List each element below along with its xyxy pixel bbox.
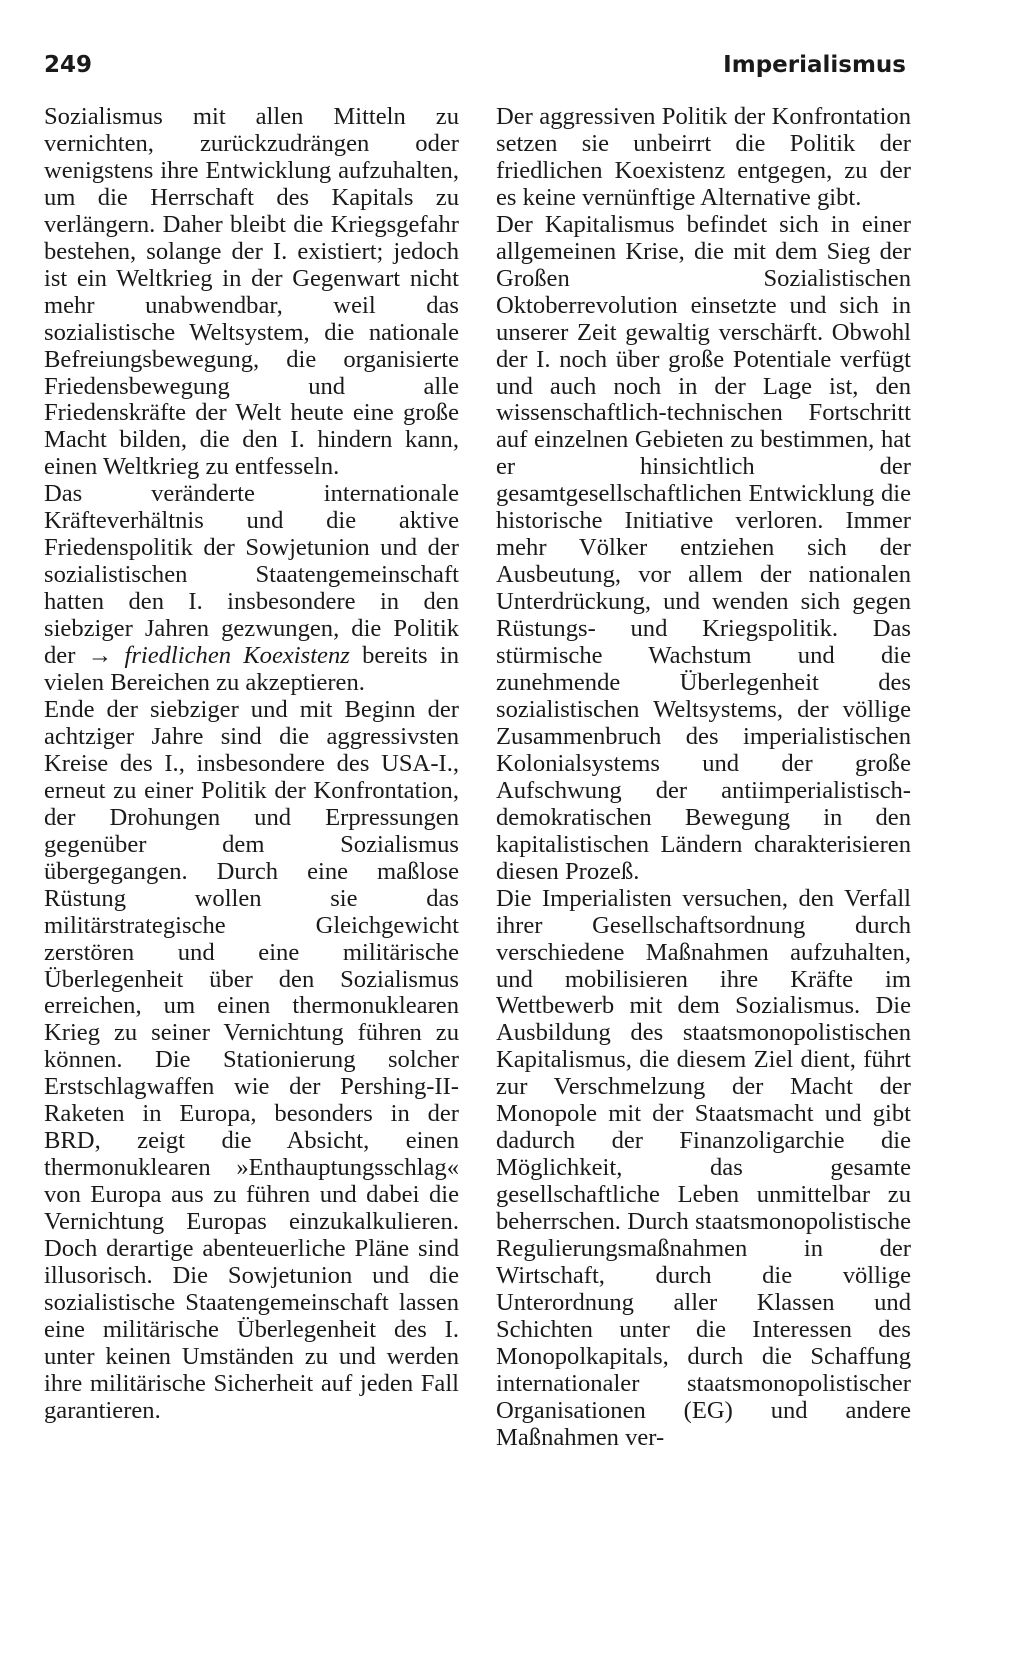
cross-reference-friedliche-koexistenz: friedlichen Koexistenz xyxy=(124,642,350,670)
left-paragraph-2 xyxy=(44,481,459,697)
running-head: Imperialismus xyxy=(723,52,906,78)
left-column xyxy=(44,104,459,1425)
left-paragraph-3: Ende der siebziger und mit Beginn der achtziger Jahre sind die aggressivsten Kreise des I., insbesondere des USA-I., erneut zu einer Politik der Konfrontation, der Drohungen und Erpressungen gegenüber dem Sozialismus übergegangen. Durch eine maßlose Rüstung wollen sie das militärstrategische Gleichgewicht zerstören und eine militärische Überlegenheit über den Sozialismus erreichen, um einen thermonuklearen Krieg zu seiner Vernichtung führen zu können. Die Stationierung solcher Erstschlagwaffen wie der Pershing-II-Raketen in Europa, besonders in der BRD, zeigt die Absicht, einen thermonuklearen »Enthauptungsschlag« von Europa aus zu führen und dabei die Vernichtung Europas einzukalkulieren. Doch derartige abenteuerliche Pläne sind illusorisch. Die Sowjetunion und die sozialistische Staatengemeinschaft lassen eine militärische Überlegenheit des I. unter keinen Umständen zu und werden ihre militärische Sicherheit auf jeden Fall garantieren. xyxy=(44,695,459,1424)
page-number: 249 xyxy=(44,52,93,78)
left-paragraph-2-text-b: bereits in vielen Bereichen zu akzeptieren. xyxy=(44,642,459,697)
right-paragraph-1: Der aggressiven Politik der Konfrontation setzen sie unbeirrt die Politik der friedlichen Koexistenz entgegen, zu der es keine vernünftige Alternative gibt. xyxy=(496,103,911,211)
left-paragraph-2-text-a: Das veränderte internationale Kräfteverhältnis und die aktive Friedenspolitik der Sowjetunion und der sozialistischen Staatengemeinschaft hatten den I. insbesondere in den siebziger Jahren gezwungen, die Politik der → xyxy=(44,480,459,670)
right-column xyxy=(496,104,911,1452)
right-paragraph-3: Die Imperialisten versuchen, den Verfall ihrer Gesellschaftsordnung durch verschiedene Maßnahmen aufzuhalten, und mobilisieren ihre Kräfte im Wettbewerb mit dem Sozialismus. Die Ausbildung des staatsmonopolistischen Kapitalismus, die diesem Ziel dient, führt zur Verschmelzung der Macht der Monopole mit der Staatsmacht und gibt dadurch der Finanzoligarchie die Möglichkeit, das gesamte gesellschaftliche Leben unmittelbar zu beherrschen. Durch staatsmonopolistische Regulierungsmaßnahmen in der Wirtschaft, durch die völlige Unterordnung aller Klassen und Schichten unter die Interessen des Monopolkapitals, durch die Schaffung internationaler staatsmonopolistischer Organisationen (EG) und andere Maßnahmen ver- xyxy=(496,884,911,1451)
page-header xyxy=(44,52,906,86)
left-paragraph-1: Sozialismus mit allen Mitteln zu vernichten, zurückzudrängen oder wenigstens ihre Entwicklung aufzuhalten, um die Herrschaft des Kapitals zu verlängern. Daher bleibt die Kriegsgefahr bestehen, solange der I. existiert; jedoch ist ein Weltkrieg in der Gegenwart nicht mehr unabwendbar, weil das sozialistische Weltsystem, die nationale Befreiungsbewegung, die organisierte Friedensbewegung und alle Friedenskräfte der Welt heute eine große Macht bilden, die den I. hindern kann, einen Weltkrieg zu entfesseln. xyxy=(44,103,459,481)
right-paragraph-2: Der Kapitalismus befindet sich in einer allgemeinen Krise, die mit dem Sieg der Großen Sozialistischen Oktoberrevolution einsetzte und sich in unserer Zeit gewaltig verschärft. Obwohl der I. noch über große Potentiale verfügt und auch noch in der Lage ist, den wissenschaftlich-technischen Fortschritt auf einzelnen Gebieten zu bestimmen, hat er hinsichtlich der gesamtgesellschaftlichen Entwicklung die historische Initiative verloren. Immer mehr Völker entziehen sich der Ausbeutung, vor allem der nationalen Unterdrückung, und wenden sich gegen Rüstungs- und Kriegspolitik. Das stürmische Wachstum und die zunehmende Überlegenheit des sozialistischen Weltsystems, der völlige Zusammenbruch des imperialistischen Kolonialsystems und der große Aufschwung der antiimperialistisch-demokratischen Bewegung in den kapitalistischen Ländern charakterisieren diesen Prozeß. xyxy=(496,210,911,885)
